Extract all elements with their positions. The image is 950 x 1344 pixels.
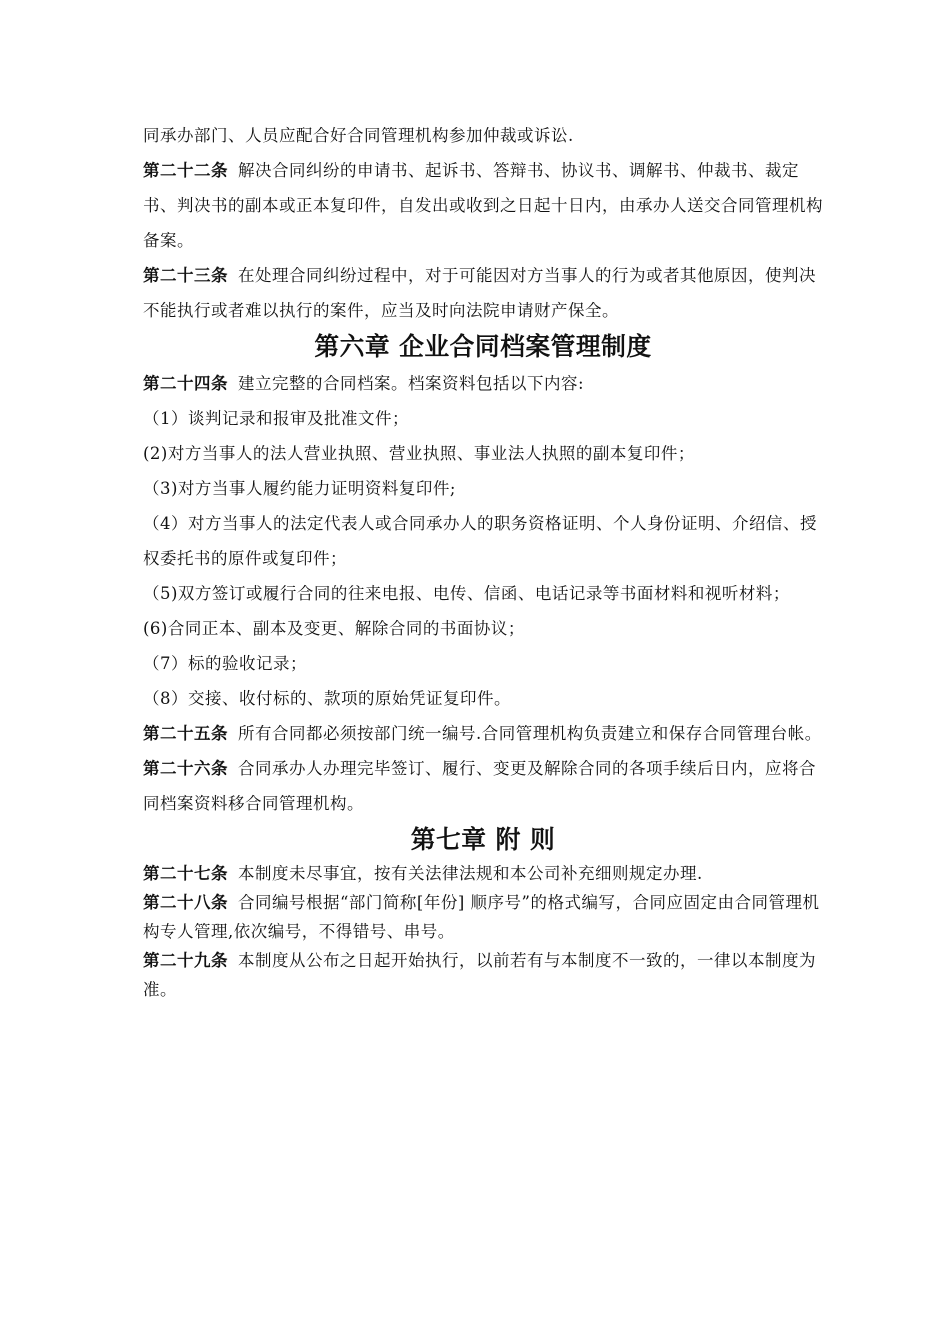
paragraph-text: (2)对方当事人的法人营业执照、营业执照、事业法人执照的副本复印件； bbox=[143, 444, 695, 463]
list-item bbox=[143, 436, 823, 471]
article-paragraph bbox=[143, 153, 823, 258]
article-paragraph bbox=[143, 888, 823, 946]
paragraph-text: 所有合同都必须按部门统一编号.合同管理机构负责建立和保存合同管理台帐。 bbox=[238, 724, 822, 743]
section-disputes bbox=[143, 118, 823, 328]
article-paragraph bbox=[143, 859, 823, 888]
article-number: 第二十三条 bbox=[143, 266, 228, 285]
paragraph-text: 解决合同纠纷的申请书、起诉书、答辩书、协议书、调解书、仲裁书、裁定书、判决书的副本或正本复印件，自发出或收到之日起十日内，由承办人送交合同管理机构备案。 bbox=[143, 161, 823, 250]
paragraph-text: 在处理合同纠纷过程中，对于可能因对方当事人的行为或者其他原因，使判决不能执行或者难以执行的案件，应当及时向法院申请财产保全。 bbox=[143, 266, 816, 320]
list-item bbox=[143, 401, 823, 436]
article-number: 第二十九条 bbox=[143, 951, 228, 970]
chapter-7-heading: 第七章 附 则 bbox=[410, 825, 556, 854]
paragraph-text: 同承办部门、人员应配合好合同管理机构参加仲裁或诉讼. bbox=[143, 126, 574, 145]
chapter-6-heading: 第六章 企业合同档案管理制度 bbox=[314, 332, 652, 361]
paragraph-text: (6)合同正本、副本及变更、解除合同的书面协议； bbox=[143, 619, 525, 638]
paragraph-text: （5)双方签订或履行合同的往来电报、电传、信函、电话记录等书面材料和视听材料； bbox=[143, 584, 790, 603]
article-paragraph bbox=[143, 258, 823, 328]
article-number: 第二十七条 bbox=[143, 864, 228, 883]
paragraph-text: （1）谈判记录和报审及批准文件； bbox=[143, 409, 409, 428]
list-item bbox=[143, 506, 823, 576]
paragraph-text: 本制度从公布之日起开始执行，以前若有与本制度不一致的，一律以本制度为准。 bbox=[143, 951, 816, 999]
list-item bbox=[143, 611, 823, 646]
paragraph-text: 合同编号根据“部门简称[年份] 顺序号”的格式编写，合同应固定由合同管理机构专人管理,依次编号，不得错号、串号。 bbox=[143, 893, 820, 941]
list-item bbox=[143, 576, 823, 611]
paragraph-text: （4）对方当事人的法定代表人或合同承办人的职务资格证明、个人身份证明、介绍信、授权委托书的原件或复印件； bbox=[143, 514, 817, 568]
article-paragraph bbox=[143, 716, 823, 751]
list-item bbox=[143, 118, 823, 153]
article-number: 第二十二条 bbox=[143, 161, 228, 180]
article-number: 第二十八条 bbox=[143, 893, 228, 912]
section-chapter-6 bbox=[143, 366, 823, 821]
paragraph-text: 建立完整的合同档案。档案资料包括以下内容: bbox=[238, 374, 585, 393]
paragraph-text: （3)对方当事人履约能力证明资料复印件; bbox=[143, 479, 456, 498]
list-item bbox=[143, 681, 823, 716]
paragraph-text: （8）交接、收付标的、款项的原始凭证复印件。 bbox=[143, 689, 511, 708]
article-paragraph bbox=[143, 946, 823, 1004]
article-number: 第二十五条 bbox=[143, 724, 228, 743]
list-item bbox=[143, 646, 823, 681]
paragraph-text: 合同承办人办理完毕签订、履行、变更及解除合同的各项手续后日内，应将合同档案资料移合同管理机构。 bbox=[143, 759, 816, 813]
document-body bbox=[143, 118, 823, 1004]
article-paragraph bbox=[143, 751, 823, 821]
article-number: 第二十六条 bbox=[143, 759, 228, 778]
article-paragraph bbox=[143, 366, 823, 401]
paragraph-text: （7）标的验收记录； bbox=[143, 654, 307, 673]
paragraph-text: 本制度未尽事宜，按有关法律法规和本公司补充细则规定办理. bbox=[238, 864, 703, 883]
article-number: 第二十四条 bbox=[143, 374, 228, 393]
list-item bbox=[143, 471, 823, 506]
section-chapter-7 bbox=[143, 859, 823, 1004]
